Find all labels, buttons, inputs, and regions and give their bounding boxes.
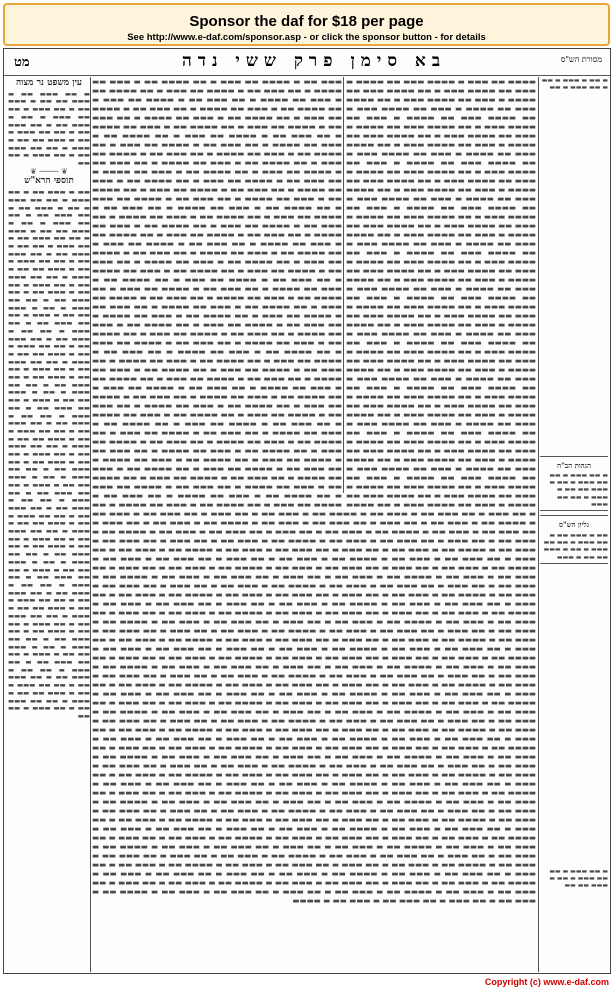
copyright-notice[interactable]: Copyright (c) www.e-daf.com: [484, 977, 609, 987]
right-margin-notes: [540, 77, 608, 972]
tosafot-text: ▬▬▬ ▬▬ ▬ ▬▬▬▬ ▬▬ ▬▬▬ ▬ ▬▬ ▬▬▬▬ ▬▬ ▬ ▬▬▬ ▬▬ ▬▬▬▬ ▬ ▬▬ ▬▬▬ ▬▬ ▬ ▬▬▬▬ ▬▬ ▬▬▬ ▬ ▬▬ ▬▬▬▬ ▬▬ ▬ ▬▬▬ ▬▬ ▬▬▬▬ ▬ ▬▬ ▬▬▬ ▬▬ ▬ ▬▬▬▬ ▬▬ ▬▬▬ ▬ ▬▬ ▬▬▬▬ ▬▬ ▬ ▬▬▬ ▬▬ ▬▬▬▬ ▬ ▬▬ ▬▬▬ ▬▬ ▬ ▬▬▬▬ ▬▬ ▬▬▬ ▬ ▬▬ ▬▬▬▬ ▬▬ ▬ ▬▬▬ ▬▬ ▬▬▬▬ ▬ ▬▬ ▬▬▬ ▬▬ ▬ ▬▬▬▬ ▬▬ ▬▬▬ ▬ ▬▬ ▬▬▬▬ ▬▬ ▬ ▬▬▬ ▬▬ ▬▬▬▬ ▬ ▬▬ ▬▬▬ ▬▬ ▬ ▬▬▬▬ ▬▬ ▬▬▬ ▬ ▬▬ ▬▬▬▬ ▬▬ ▬ ▬▬▬ ▬▬ ▬▬▬▬ ▬ ▬▬ ▬▬▬ ▬▬ ▬ ▬▬▬▬ ▬▬ ▬▬▬ ▬ ▬▬ ▬▬▬▬ ▬▬ ▬ ▬▬▬ ▬▬ ▬▬▬▬ ▬ ▬▬ ▬▬▬ ▬▬ ▬ ▬▬▬▬ ▬▬ ▬▬▬ ▬ ▬▬ ▬▬▬▬ ▬▬ ▬ ▬▬▬ ▬▬ ▬▬▬▬ ▬ ▬▬ ▬▬▬ ▬▬ ▬ ▬▬▬▬ ▬▬ ▬▬▬ ▬ ▬▬ ▬▬▬▬ ▬▬ ▬ ▬▬▬ ▬▬ ▬▬▬▬ ▬ ▬▬ ▬▬▬ ▬▬ ▬ ▬▬▬▬ ▬▬ ▬▬▬ ▬ ▬▬ ▬▬▬▬ ▬▬ ▬ ▬▬▬ ▬▬ ▬▬▬▬ ▬ ▬▬ ▬▬▬ ▬▬ ▬ ▬▬▬▬ ▬▬ ▬▬▬ ▬ ▬▬ ▬▬▬▬ ▬▬ ▬ ▬▬▬ ▬▬ ▬▬▬▬ ▬ ▬▬ ▬▬▬ ▬▬ ▬ ▬▬▬▬ ▬▬ ▬▬▬ ▬ ▬▬ ▬▬▬▬ ▬▬ ▬ ▬▬▬ ▬▬ ▬▬▬▬ ▬ ▬▬ ▬▬▬ ▬▬ ▬ ▬▬▬▬ ▬▬ ▬▬▬ ▬ ▬▬ ▬▬▬▬ ▬▬ ▬ ▬▬▬ ▬▬ ▬▬▬▬ ▬ ▬▬ ▬▬▬ ▬▬ ▬ ▬▬▬▬ ▬▬ ▬▬▬ ▬ ▬▬ ▬▬▬▬ ▬▬ ▬ ▬▬▬ ▬▬ ▬▬▬▬ ▬ ▬▬ ▬▬▬ ▬▬ ▬ ▬▬▬▬ ▬▬ ▬▬▬ ▬ ▬▬ ▬▬▬▬ ▬▬ ▬ ▬▬▬ ▬▬ ▬▬▬▬ ▬ ▬▬ ▬▬▬ ▬▬ ▬ ▬▬▬▬ ▬▬ ▬▬▬ ▬ ▬▬ ▬▬▬▬ ▬▬ ▬ ▬▬▬ ▬▬ ▬▬▬▬ ▬ ▬▬ ▬▬▬ ▬▬ ▬ ▬▬▬▬ ▬▬ ▬▬▬ ▬ ▬▬ ▬▬▬▬ ▬▬ ▬ ▬▬▬ ▬▬ ▬▬▬▬ ▬ ▬▬ ▬▬▬ ▬▬ ▬ ▬▬▬▬ ▬▬ ▬▬▬ ▬ ▬▬ ▬▬▬▬ ▬▬ ▬ ▬▬▬ ▬▬ ▬▬▬▬ ▬ ▬▬ ▬▬▬ ▬▬ ▬ ▬▬▬▬ ▬▬ ▬▬▬ ▬ ▬▬ ▬▬▬▬ ▬▬ ▬ ▬▬▬ ▬▬ ▬▬▬▬ ▬ ▬▬ ▬▬▬ ▬▬ ▬ ▬▬▬▬ ▬▬ ▬▬▬ ▬ ▬▬ ▬▬▬▬ ▬▬ ▬ ▬▬▬ ▬▬ ▬▬▬▬ ▬ ▬▬ ▬▬▬ ▬▬ ▬ ▬▬▬▬ ▬▬ ▬▬▬ ▬ ▬▬ ▬▬▬▬ ▬▬ ▬ ▬▬▬ ▬▬ ▬▬▬▬ ▬ ▬▬ ▬▬▬ ▬▬ ▬ ▬▬▬▬ ▬▬ ▬▬▬ ▬ ▬▬ ▬▬▬▬ ▬▬ ▬ ▬▬▬ ▬▬ ▬▬▬▬ ▬ ▬▬ ▬▬▬ ▬▬ ▬ ▬▬▬▬ ▬▬ ▬▬▬ ▬ ▬▬ ▬▬▬▬ ▬▬ ▬ ▬▬▬ ▬▬ ▬▬▬▬ ▬ ▬▬ ▬▬▬ ▬▬ ▬ ▬▬▬▬ ▬▬ ▬▬▬ ▬ ▬▬ ▬▬▬▬ ▬▬ ▬ ▬▬▬ ▬▬ ▬▬▬▬ ▬ ▬▬ ▬▬▬ ▬▬ ▬ ▬▬▬▬ ▬▬ ▬▬▬ ▬ ▬▬ ▬▬▬▬ ▬▬ ▬ ▬▬▬ ▬▬ ▬▬▬▬ ▬ ▬▬ ▬▬▬ ▬▬ ▬ ▬▬▬▬ ▬▬ ▬▬▬ ▬ ▬▬ ▬▬▬▬ ▬▬ ▬ ▬▬▬ ▬▬ ▬▬▬▬ ▬ ▬▬ ▬▬▬ ▬▬ ▬ ▬▬▬▬ ▬▬ ▬▬▬ ▬ ▬▬ ▬▬▬▬ ▬▬ ▬ ▬▬▬ ▬▬ ▬▬▬▬ ▬ ▬▬ ▬▬▬ ▬▬ ▬ ▬▬▬▬ ▬▬ ▬▬▬ ▬ ▬▬ ▬▬▬▬ ▬▬ ▬ ▬▬▬ ▬▬ ▬▬▬▬ ▬ ▬▬ ▬▬▬ ▬▬ ▬ ▬▬▬▬ ▬▬ ▬▬▬ ▬ ▬▬ ▬▬▬▬ ▬▬ ▬ ▬▬▬ ▬▬ ▬▬▬▬ ▬ ▬▬ ▬▬▬ ▬▬ ▬ ▬▬▬▬ ▬▬ ▬▬▬ ▬ ▬▬ ▬▬▬▬ ▬▬ ▬ ▬▬▬ ▬▬ ▬▬▬▬ ▬ ▬▬ ▬▬▬ ▬▬ ▬ ▬▬▬▬ ▬▬ ▬▬▬ ▬ ▬▬ ▬▬▬▬ ▬▬ ▬ ▬▬▬ ▬▬ ▬▬▬▬ ▬ ▬▬ ▬▬▬ ▬▬ ▬ ▬▬▬▬ ▬▬ ▬▬▬ ▬ ▬▬ ▬▬▬▬ ▬▬ ▬ ▬▬▬ ▬▬ ▬▬▬▬ ▬ ▬▬ ▬▬▬ ▬▬ ▬ ▬▬▬▬ ▬▬ ▬▬▬ ▬ ▬▬ ▬▬▬▬ ▬▬ ▬ ▬▬▬ ▬▬ ▬▬▬▬ ▬ ▬▬ ▬▬▬ ▬▬ ▬ ▬▬▬▬ ▬▬ ▬▬▬ ▬ ▬▬ ▬▬▬▬ ▬▬ ▬ ▬▬▬ ▬▬ ▬▬▬▬ ▬ ▬▬ ▬▬▬ ▬▬ ▬ ▬▬▬▬ ▬▬ ▬▬▬ ▬ ▬▬ ▬▬▬▬ ▬▬ ▬ ▬▬▬ ▬▬ ▬▬▬▬ ▬ ▬▬ ▬▬▬ ▬▬ ▬ ▬▬▬▬ ▬▬ ▬▬▬ ▬ ▬▬ ▬▬▬▬ ▬▬ ▬ ▬▬▬ ▬▬ ▬▬▬▬ ▬ ▬▬ ▬▬▬ ▬▬ ▬ ▬▬▬▬ ▬▬ ▬▬▬ ▬ ▬▬ ▬▬▬▬ ▬▬ ▬ ▬▬▬ ▬▬ ▬▬▬▬ ▬ ▬▬ ▬▬▬ ▬▬ ▬ ▬▬▬▬ ▬▬ ▬▬▬ ▬ ▬▬ ▬▬▬▬ ▬▬ ▬ ▬▬▬ ▬▬ ▬▬▬▬ ▬ ▬▬ ▬▬▬ ▬▬ ▬ ▬▬▬▬ ▬▬ ▬▬▬ ▬ ▬▬ ▬▬▬▬ ▬▬ ▬ ▬▬▬ ▬▬ ▬▬▬▬ ▬ ▬▬: [92, 77, 342, 507]
column-divider: [343, 77, 344, 493]
page-header: [4, 49, 610, 76]
left-commentary-text: ▬▬ ▬ ▬▬▬ ▬▬ ▬ ▬▬ ▬▬▬ ▬ ▬▬ ▬▬ ▬▬▬ ▬ ▬▬ ▬ ▬▬▬ ▬▬ ▬ ▬▬ ▬▬▬ ▬▬ ▬ ▬▬ ▬▬ ▬▬▬ ▬ ▬▬ ▬ ▬▬▬ ▬▬ ▬▬ ▬ ▬▬▬ ▬ ▬▬ ▬▬ ▬▬▬ ▬▬ ▬ ▬▬ ▬▬▬ ▬ ▬▬ ▬▬ ▬ ▬▬▬ ▬▬ ▬ ▬▬ ▬▬▬ ▬▬ ▬ ▬▬ ▬▬ ▬▬▬ ▬ ▬▬ ▬ ▬▬▬ ▬▬ ▬▬ ▬ ▬▬▬ ▬ ▬▬ ▬▬ ▬▬▬ ▬▬ ▬ ▬▬ ▬▬▬ ▬ ▬▬ ▬▬ ▬ ▬▬▬ ▬▬ ▬ ▬▬ ▬▬▬ ▬▬ ▬ ▬▬ ▬▬ ▬▬▬ ▬ ▬▬ ▬ ▬▬▬ ▬▬ ▬▬ ▬ ▬▬▬ ▬ ▬▬ ▬▬ ▬▬▬ ▬▬ ▬ ▬▬ ▬▬▬ ▬ ▬▬ ▬▬ ▬ ▬▬▬ ▬▬ ▬ ▬▬ ▬▬▬ ▬▬ ▬ ▬▬ ▬▬ ▬▬▬ ▬ ▬▬ ▬ ▬▬▬ ▬▬ ▬▬ ▬ ▬▬▬ ▬ ▬▬ ▬▬ ▬▬▬ ▬▬ ▬ ▬▬ ▬▬▬ ▬ ▬▬ ▬▬ ▬ ▬▬▬ ▬▬ ▬ ▬▬ ▬▬▬ ▬▬ ▬ ▬▬ ▬▬ ▬▬▬ ▬ ▬▬ ▬ ▬▬▬ ▬▬ ▬▬ ▬ ▬▬▬ ▬ ▬▬ ▬▬ ▬▬▬ ▬▬ ▬ ▬▬ ▬▬▬ ▬ ▬▬ ▬▬ ▬ ▬▬▬ ▬▬ ▬ ▬▬ ▬▬▬ ▬▬ ▬ ▬▬ ▬▬ ▬▬▬ ▬ ▬▬ ▬ ▬▬▬ ▬▬ ▬▬ ▬ ▬▬▬ ▬ ▬▬ ▬▬ ▬▬▬ ▬▬ ▬ ▬▬ ▬▬▬ ▬ ▬▬ ▬▬ ▬ ▬▬▬ ▬▬ ▬ ▬▬ ▬▬▬ ▬▬ ▬ ▬▬ ▬▬ ▬▬▬ ▬ ▬▬ ▬ ▬▬▬ ▬▬ ▬▬ ▬ ▬▬▬ ▬ ▬▬ ▬▬ ▬▬▬ ▬▬ ▬ ▬▬ ▬▬▬ ▬ ▬▬ ▬▬ ▬ ▬▬▬ ▬▬ ▬ ▬▬ ▬▬▬ ▬▬ ▬ ▬▬ ▬▬ ▬▬▬ ▬ ▬▬ ▬ ▬▬▬ ▬▬ ▬▬ ▬ ▬▬▬ ▬ ▬▬ ▬▬ ▬▬▬ ▬▬ ▬ ▬▬ ▬▬▬ ▬ ▬▬ ▬▬ ▬ ▬▬▬ ▬▬ ▬ ▬▬ ▬▬▬ ▬▬ ▬ ▬▬ ▬▬ ▬▬▬ ▬ ▬▬ ▬ ▬▬▬ ▬▬ ▬▬ ▬ ▬▬▬ ▬ ▬▬ ▬▬ ▬▬▬ ▬▬ ▬ ▬▬ ▬▬▬ ▬ ▬▬ ▬▬ ▬ ▬▬▬ ▬▬ ▬ ▬▬ ▬▬▬ ▬▬ ▬ ▬▬ ▬▬ ▬▬▬ ▬ ▬▬ ▬ ▬▬▬ ▬▬ ▬▬ ▬ ▬▬▬ ▬ ▬▬ ▬▬ ▬▬▬ ▬▬ ▬ ▬▬ ▬▬▬ ▬ ▬▬ ▬▬ ▬ ▬▬▬ ▬▬ ▬ ▬▬ ▬▬▬ ▬▬ ▬ ▬▬ ▬▬ ▬▬▬ ▬ ▬▬ ▬ ▬▬▬ ▬▬ ▬▬ ▬ ▬▬▬ ▬ ▬▬ ▬▬ ▬▬▬ ▬▬ ▬ ▬▬ ▬▬▬ ▬ ▬▬ ▬▬ ▬ ▬▬▬ ▬▬ ▬ ▬▬ ▬▬▬ ▬▬ ▬ ▬▬ ▬▬ ▬▬▬ ▬ ▬▬ ▬ ▬▬▬ ▬▬ ▬▬ ▬ ▬▬▬ ▬ ▬▬ ▬▬ ▬▬▬ ▬▬ ▬ ▬▬ ▬▬▬ ▬ ▬▬ ▬▬: [8, 188, 90, 720]
rashi-text: ▬ ▬▬ ▬▬▬ ▬ ▬▬ ▬▬▬ ▬▬ ▬ ▬▬▬ ▬▬ ▬ ▬▬▬▬ ▬▬ ▬ ▬▬▬ ▬▬ ▬ ▬▬ ▬▬▬ ▬ ▬▬ ▬▬▬ ▬▬ ▬ ▬▬▬ ▬▬ ▬ ▬▬▬▬ ▬▬ ▬ ▬▬▬ ▬▬ ▬ ▬▬ ▬▬▬ ▬ ▬▬ ▬▬▬ ▬▬ ▬ ▬▬▬ ▬▬ ▬ ▬▬▬▬ ▬▬ ▬ ▬▬▬ ▬▬ ▬ ▬▬ ▬▬▬ ▬ ▬▬ ▬▬▬ ▬▬ ▬ ▬▬▬ ▬▬ ▬ ▬▬▬▬ ▬▬ ▬ ▬▬▬ ▬▬ ▬ ▬▬ ▬▬▬ ▬ ▬▬ ▬▬▬ ▬▬ ▬ ▬▬▬ ▬▬ ▬ ▬▬▬▬ ▬▬ ▬ ▬▬▬ ▬▬ ▬ ▬▬ ▬▬▬ ▬ ▬▬ ▬▬▬ ▬▬ ▬ ▬▬▬ ▬▬ ▬ ▬▬▬▬ ▬▬ ▬ ▬▬▬ ▬▬ ▬ ▬▬ ▬▬▬ ▬ ▬▬ ▬▬▬ ▬▬ ▬ ▬▬▬ ▬▬ ▬ ▬▬▬▬ ▬▬ ▬ ▬▬▬ ▬▬ ▬ ▬▬ ▬▬▬ ▬ ▬▬ ▬▬▬ ▬▬ ▬ ▬▬▬ ▬▬ ▬ ▬▬▬▬ ▬▬ ▬ ▬▬▬ ▬▬ ▬ ▬▬ ▬▬▬ ▬ ▬▬ ▬▬▬ ▬▬ ▬ ▬▬▬ ▬▬ ▬ ▬▬▬▬ ▬▬ ▬ ▬▬▬ ▬▬ ▬ ▬▬ ▬▬▬ ▬ ▬▬ ▬▬▬ ▬▬ ▬ ▬▬▬ ▬▬ ▬ ▬▬▬▬ ▬▬ ▬ ▬▬▬ ▬▬ ▬ ▬▬ ▬▬▬ ▬ ▬▬ ▬▬▬ ▬▬ ▬ ▬▬▬ ▬▬ ▬ ▬▬▬▬ ▬▬ ▬ ▬▬▬ ▬▬ ▬ ▬▬ ▬▬▬ ▬ ▬▬ ▬▬▬ ▬▬ ▬ ▬▬▬ ▬▬ ▬ ▬▬▬▬ ▬▬ ▬ ▬▬▬ ▬▬ ▬ ▬▬ ▬▬▬ ▬ ▬▬ ▬▬▬ ▬▬ ▬ ▬▬▬ ▬▬ ▬ ▬▬▬▬ ▬▬ ▬ ▬▬▬ ▬▬ ▬ ▬▬ ▬▬▬ ▬ ▬▬ ▬▬▬ ▬▬ ▬ ▬▬▬ ▬▬ ▬ ▬▬▬▬ ▬▬ ▬ ▬▬▬ ▬▬ ▬ ▬▬ ▬▬▬ ▬ ▬▬ ▬▬▬ ▬▬ ▬ ▬▬▬ ▬▬ ▬ ▬▬▬▬ ▬▬ ▬ ▬▬▬ ▬▬ ▬ ▬▬ ▬▬▬ ▬ ▬▬ ▬▬▬ ▬▬ ▬ ▬▬▬ ▬▬ ▬ ▬▬▬▬ ▬▬ ▬ ▬▬▬ ▬▬ ▬ ▬▬ ▬▬▬ ▬ ▬▬ ▬▬▬ ▬▬ ▬ ▬▬▬ ▬▬ ▬ ▬▬▬▬ ▬▬ ▬ ▬▬▬ ▬▬ ▬ ▬▬ ▬▬▬ ▬ ▬▬ ▬▬▬ ▬▬ ▬ ▬▬▬ ▬▬ ▬ ▬▬▬▬ ▬▬ ▬ ▬▬▬ ▬▬ ▬ ▬▬ ▬▬▬ ▬ ▬▬ ▬▬▬ ▬▬ ▬ ▬▬▬ ▬▬ ▬ ▬▬▬▬ ▬▬ ▬ ▬▬▬ ▬▬ ▬ ▬▬ ▬▬▬ ▬ ▬▬ ▬▬▬ ▬▬ ▬ ▬▬▬ ▬▬ ▬ ▬▬▬▬ ▬▬ ▬ ▬▬▬ ▬▬ ▬ ▬▬ ▬▬▬ ▬ ▬▬ ▬▬▬ ▬▬ ▬ ▬▬▬ ▬▬ ▬ ▬▬▬▬ ▬▬ ▬ ▬▬▬ ▬▬ ▬ ▬▬ ▬▬▬ ▬ ▬▬ ▬▬▬ ▬▬ ▬ ▬▬▬ ▬▬ ▬ ▬▬▬▬ ▬▬ ▬ ▬▬▬ ▬▬ ▬ ▬▬ ▬▬▬ ▬ ▬▬ ▬▬▬ ▬▬ ▬ ▬▬▬ ▬▬ ▬ ▬▬▬▬ ▬▬ ▬ ▬▬▬ ▬▬ ▬ ▬▬ ▬▬▬ ▬ ▬▬ ▬▬▬ ▬▬ ▬ ▬▬▬ ▬▬ ▬ ▬▬▬▬ ▬▬ ▬ ▬▬▬ ▬▬ ▬ ▬▬ ▬▬▬ ▬ ▬▬ ▬▬▬ ▬▬ ▬ ▬▬▬ ▬▬ ▬ ▬▬▬▬ ▬▬ ▬ ▬▬▬ ▬▬ ▬ ▬▬ ▬▬▬ ▬ ▬▬ ▬▬▬ ▬▬ ▬ ▬▬▬ ▬▬ ▬ ▬▬▬▬ ▬▬ ▬ ▬▬▬ ▬▬ ▬ ▬▬ ▬▬▬ ▬ ▬▬ ▬▬▬ ▬▬ ▬ ▬▬▬ ▬▬ ▬ ▬▬▬▬ ▬▬ ▬ ▬▬▬ ▬▬ ▬ ▬▬ ▬▬▬ ▬ ▬▬ ▬▬▬ ▬▬ ▬ ▬▬▬ ▬▬ ▬ ▬▬▬▬ ▬▬ ▬ ▬▬▬ ▬▬ ▬ ▬▬ ▬▬▬ ▬ ▬▬ ▬▬▬ ▬▬ ▬ ▬▬▬ ▬▬ ▬ ▬▬▬▬ ▬▬ ▬ ▬▬▬ ▬▬ ▬ ▬▬ ▬▬▬ ▬ ▬▬ ▬▬▬ ▬▬ ▬ ▬▬▬ ▬▬ ▬ ▬▬▬▬ ▬▬ ▬ ▬▬▬ ▬▬ ▬ ▬▬ ▬▬▬ ▬ ▬▬ ▬▬▬ ▬▬ ▬ ▬▬▬ ▬▬ ▬ ▬▬▬▬ ▬▬ ▬ ▬▬▬ ▬▬ ▬ ▬▬ ▬▬▬ ▬ ▬▬ ▬▬▬ ▬▬ ▬ ▬▬▬ ▬▬ ▬ ▬▬▬▬ ▬▬ ▬ ▬▬▬ ▬▬ ▬ ▬▬ ▬▬▬ ▬ ▬▬ ▬▬▬ ▬▬ ▬ ▬▬▬ ▬▬ ▬ ▬▬▬▬ ▬▬ ▬ ▬▬▬ ▬▬ ▬ ▬▬ ▬▬▬ ▬ ▬▬ ▬▬▬ ▬▬ ▬ ▬▬▬ ▬▬ ▬ ▬▬▬▬ ▬▬ ▬ ▬▬▬ ▬▬ ▬ ▬▬ ▬▬▬ ▬ ▬▬ ▬▬▬ ▬▬ ▬ ▬▬▬ ▬▬ ▬ ▬▬▬▬ ▬▬ ▬ ▬▬▬ ▬▬ ▬ ▬▬ ▬▬▬ ▬ ▬▬ ▬▬▬ ▬▬ ▬ ▬▬▬ ▬▬ ▬ ▬▬▬▬ ▬▬ ▬ ▬▬▬ ▬▬ ▬ ▬▬ ▬▬▬ ▬ ▬▬ ▬▬▬ ▬▬ ▬ ▬▬▬ ▬▬ ▬ ▬▬▬▬ ▬▬ ▬ ▬▬▬ ▬▬ ▬ ▬▬ ▬▬▬ ▬ ▬▬ ▬▬▬ ▬▬ ▬ ▬▬▬ ▬▬ ▬ ▬▬▬▬ ▬▬ ▬ ▬▬▬ ▬▬ ▬ ▬▬ ▬▬▬ ▬ ▬▬ ▬▬▬ ▬▬ ▬ ▬▬▬ ▬▬ ▬ ▬▬▬▬ ▬▬ ▬ ▬▬▬ ▬▬ ▬ ▬▬ ▬▬▬ ▬ ▬▬ ▬▬▬ ▬▬ ▬ ▬▬▬ ▬▬ ▬ ▬▬▬▬ ▬▬ ▬ ▬▬▬ ▬▬ ▬ ▬▬ ▬▬▬ ▬ ▬▬ ▬▬▬ ▬▬ ▬ ▬▬▬ ▬▬ ▬ ▬▬▬▬ ▬▬ ▬ ▬▬▬ ▬▬ ▬ ▬▬ ▬▬▬ ▬ ▬▬ ▬▬▬ ▬▬ ▬ ▬▬▬ ▬▬ ▬ ▬▬▬▬ ▬▬ ▬ ▬▬▬ ▬▬ ▬ ▬▬ ▬▬▬ ▬ ▬▬ ▬▬▬ ▬▬ ▬ ▬▬▬ ▬▬ ▬ ▬▬▬▬ ▬▬ ▬ ▬▬▬ ▬▬ ▬ ▬▬ ▬▬▬ ▬ ▬▬ ▬▬▬ ▬▬ ▬ ▬▬▬ ▬▬ ▬ ▬▬▬▬ ▬▬ ▬ ▬▬▬ ▬▬ ▬ ▬▬ ▬▬▬ ▬ ▬▬ ▬▬▬ ▬▬ ▬ ▬▬▬ ▬▬ ▬ ▬▬▬▬ ▬▬ ▬ ▬▬▬ ▬▬ ▬ ▬▬ ▬▬▬ ▬ ▬▬ ▬▬▬ ▬▬ ▬ ▬▬▬ ▬▬ ▬ ▬▬▬▬ ▬▬ ▬ ▬▬▬ ▬▬ ▬ ▬▬ ▬▬▬ ▬ ▬▬ ▬▬▬ ▬▬ ▬ ▬▬▬ ▬▬ ▬ ▬▬▬▬ ▬▬ ▬ ▬▬▬ ▬▬ ▬ ▬▬ ▬▬▬ ▬ ▬▬ ▬▬▬ ▬▬ ▬ ▬▬▬ ▬▬ ▬ ▬▬▬▬ ▬▬ ▬ ▬▬▬ ▬▬ ▬ ▬▬ ▬▬▬ ▬ ▬▬ ▬▬▬ ▬▬ ▬ ▬▬▬ ▬▬ ▬ ▬▬▬▬ ▬▬ ▬ ▬▬▬ ▬▬ ▬ ▬▬ ▬▬▬ ▬ ▬▬ ▬▬▬ ▬▬ ▬ ▬▬▬ ▬▬ ▬ ▬▬▬▬ ▬▬ ▬ ▬▬▬ ▬▬ ▬ ▬▬ ▬▬▬ ▬ ▬▬ ▬▬▬ ▬▬ ▬ ▬▬▬ ▬▬ ▬ ▬▬▬▬ ▬▬ ▬ ▬▬▬ ▬▬ ▬ ▬▬ ▬▬▬ ▬ ▬▬ ▬▬▬ ▬▬ ▬ ▬▬▬ ▬▬ ▬ ▬▬▬▬ ▬▬ ▬ ▬▬▬ ▬▬ ▬ ▬▬ ▬▬▬ ▬ ▬▬ ▬▬▬ ▬▬ ▬ ▬▬▬ ▬▬ ▬ ▬▬▬▬ ▬▬ ▬ ▬▬▬ ▬▬ ▬ ▬▬ ▬▬▬ ▬ ▬▬ ▬▬▬ ▬▬ ▬ ▬▬▬ ▬▬ ▬ ▬▬▬▬ ▬▬ ▬ ▬▬▬ ▬▬ ▬ ▬▬ ▬▬▬ ▬ ▬▬ ▬▬▬ ▬▬ ▬ ▬▬▬ ▬▬ ▬ ▬▬▬▬ ▬▬ ▬ ▬▬▬ ▬▬ ▬ ▬▬ ▬▬▬ ▬ ▬▬ ▬▬▬ ▬▬ ▬ ▬▬▬ ▬▬ ▬ ▬▬▬▬ ▬▬ ▬ ▬▬▬ ▬▬ ▬ ▬▬ ▬▬▬ ▬ ▬▬ ▬▬▬ ▬▬ ▬ ▬▬▬ ▬▬ ▬ ▬▬▬▬ ▬▬ ▬ ▬▬▬ ▬▬ ▬ ▬▬ ▬▬▬ ▬ ▬▬ ▬▬▬ ▬▬ ▬ ▬▬▬ ▬▬ ▬ ▬▬▬▬ ▬▬ ▬ ▬▬▬ ▬▬ ▬ ▬▬ ▬▬▬ ▬ ▬▬ ▬▬▬ ▬▬ ▬ ▬▬▬ ▬▬ ▬ ▬▬▬▬ ▬▬ ▬ ▬▬▬ ▬▬ ▬ ▬▬ ▬▬▬ ▬ ▬▬ ▬▬▬ ▬▬ ▬ ▬▬▬ ▬▬ ▬ ▬▬▬▬ ▬▬ ▬ ▬▬▬ ▬▬ ▬ ▬▬ ▬▬▬ ▬ ▬▬ ▬▬▬ ▬▬ ▬ ▬▬▬ ▬▬ ▬ ▬▬▬▬ ▬▬ ▬ ▬▬▬ ▬▬ ▬ ▬▬ ▬▬▬ ▬ ▬▬ ▬▬▬ ▬▬ ▬ ▬▬▬ ▬▬ ▬ ▬▬▬▬ ▬▬ ▬ ▬▬▬ ▬▬ ▬ ▬▬ ▬▬▬ ▬ ▬▬ ▬▬▬ ▬▬ ▬ ▬▬▬ ▬▬ ▬ ▬▬▬▬ ▬▬ ▬ ▬▬▬ ▬▬ ▬ ▬▬ ▬▬▬ ▬ ▬▬ ▬▬▬ ▬▬ ▬ ▬▬▬ ▬▬ ▬ ▬▬▬▬ ▬▬ ▬ ▬▬▬ ▬▬ ▬ ▬▬ ▬▬▬ ▬ ▬▬ ▬▬▬ ▬▬ ▬ ▬▬▬ ▬▬ ▬ ▬▬▬▬ ▬▬ ▬ ▬▬▬ ▬▬ ▬ ▬▬ ▬▬▬ ▬ ▬▬ ▬▬▬ ▬▬ ▬ ▬▬▬ ▬▬ ▬ ▬▬▬▬ ▬▬ ▬ ▬▬▬ ▬▬ ▬ ▬▬ ▬▬▬ ▬ ▬▬ ▬▬▬ ▬▬ ▬ ▬▬▬ ▬▬ ▬ ▬▬▬▬ ▬▬ ▬ ▬▬▬ ▬▬ ▬ ▬▬ ▬▬▬ ▬ ▬▬ ▬▬▬ ▬▬ ▬ ▬▬▬ ▬▬ ▬ ▬▬▬▬ ▬▬ ▬ ▬▬▬ ▬▬ ▬ ▬▬ ▬▬▬ ▬ ▬▬ ▬▬▬ ▬▬ ▬ ▬▬▬ ▬▬ ▬ ▬▬▬▬ ▬▬ ▬ ▬▬▬ ▬▬ ▬ ▬▬ ▬▬▬ ▬ ▬▬ ▬▬▬ ▬▬ ▬ ▬▬▬ ▬▬ ▬ ▬▬▬▬: [92, 509, 536, 905]
gilyon-hashas-box: [540, 515, 608, 563]
rashi-commentary-block: [92, 509, 536, 972]
gilyon-hashas-text: ▬▬ ▬ ▬▬▬ ▬▬ ▬ ▬▬ ▬▬▬ ▬ ▬▬ ▬▬ ▬▬▬ ▬ ▬▬ ▬ ▬▬▬ ▬▬ ▬▬ ▬ ▬▬▬: [543, 531, 608, 561]
ornament-divider: ❦ ──── ❦: [30, 166, 68, 176]
margin-bottom-notes: ▬ ▬▬ ▬▬▬ ▬ ▬▬ ▬▬ ▬▬▬ ▬ ▬▬ ▬ ▬▬▬ ▬▬ ▬▬: [549, 867, 608, 890]
column-divider: [90, 77, 91, 972]
hagahot-habach-text: ▬ ▬▬ ▬▬▬ ▬ ▬▬ ▬▬ ▬▬▬ ▬ ▬▬ ▬ ▬▬▬ ▬▬ ▬▬ ▬ ▬▬▬ ▬ ▬▬ ▬▬ ▬▬▬: [549, 471, 608, 509]
sponsor-title[interactable]: Sponsor the daf for $18 per page: [189, 13, 424, 30]
column-divider: [538, 77, 539, 972]
sponsor-subtitle[interactable]: See http://www.e-daf.com/sponsor.asp - or click the sponsor button - for details: [127, 32, 486, 43]
hagahot-habach-title: הגהות הב"ח: [556, 460, 592, 470]
left-commentary-text-top: ▬ ▬▬ ▬▬▬ ▬▬ ▬ ▬▬▬ ▬▬ ▬▬ ▬ ▬▬▬ ▬▬ ▬ ▬▬ ▬▬▬ ▬ ▬▬ ▬▬ ▬▬▬ ▬ ▬▬ ▬ ▬▬▬ ▬▬ ▬ ▬▬ ▬▬▬ ▬▬ ▬ ▬▬ ▬▬ ▬▬▬ ▬ ▬▬ ▬ ▬▬▬ ▬▬ ▬▬ ▬ ▬▬▬ ▬ ▬▬ ▬▬ ▬▬▬ ▬▬ ▬ ▬▬ ▬▬▬ ▬ ▬▬ ▬▬: [8, 89, 90, 168]
gemara-text: ▬▬▬▬ ▬▬ ▬▬▬ ▬ ▬▬▬▬ ▬▬▬ ▬▬ ▬▬▬▬ ▬ ▬▬▬ ▬▬ ▬▬▬▬ ▬▬▬ ▬ ▬▬ ▬▬▬▬ ▬▬▬ ▬▬ ▬▬▬▬ ▬ ▬▬▬ ▬▬ ▬▬▬▬ ▬▬▬ ▬ ▬▬ ▬▬▬▬ ▬▬▬ ▬▬ ▬▬▬▬ ▬ ▬▬▬ ▬▬ ▬▬▬▬ ▬▬▬ ▬ ▬▬ ▬▬▬▬ ▬▬▬ ▬▬ ▬▬▬▬ ▬ ▬▬▬ ▬▬ ▬▬▬▬ ▬▬▬ ▬ ▬▬ ▬▬▬▬ ▬▬▬ ▬▬ ▬▬▬▬ ▬ ▬▬▬ ▬▬ ▬▬▬▬ ▬▬▬ ▬ ▬▬ ▬▬▬▬ ▬▬▬ ▬▬ ▬▬▬▬ ▬ ▬▬▬ ▬▬ ▬▬▬▬ ▬▬▬ ▬ ▬▬ ▬▬▬▬ ▬▬▬ ▬▬ ▬▬▬▬ ▬ ▬▬▬ ▬▬ ▬▬▬▬ ▬▬▬ ▬ ▬▬ ▬▬▬▬ ▬▬▬ ▬▬ ▬▬▬▬ ▬ ▬▬▬ ▬▬ ▬▬▬▬ ▬▬▬ ▬ ▬▬ ▬▬▬▬ ▬▬▬ ▬▬ ▬▬▬▬ ▬ ▬▬▬ ▬▬ ▬▬▬▬ ▬▬▬ ▬ ▬▬ ▬▬▬▬ ▬▬▬ ▬▬ ▬▬▬▬ ▬ ▬▬▬ ▬▬ ▬▬▬▬ ▬▬▬ ▬ ▬▬ ▬▬▬▬ ▬▬▬ ▬▬ ▬▬▬▬ ▬ ▬▬▬ ▬▬ ▬▬▬▬ ▬▬▬ ▬ ▬▬ ▬▬▬▬ ▬▬▬ ▬▬ ▬▬▬▬ ▬ ▬▬▬ ▬▬ ▬▬▬▬ ▬▬▬ ▬ ▬▬ ▬▬▬▬ ▬▬▬ ▬▬ ▬▬▬▬ ▬ ▬▬▬ ▬▬ ▬▬▬▬ ▬▬▬ ▬ ▬▬ ▬▬▬▬ ▬▬▬ ▬▬ ▬▬▬▬ ▬ ▬▬▬ ▬▬ ▬▬▬▬ ▬▬▬ ▬ ▬▬ ▬▬▬▬ ▬▬▬ ▬▬ ▬▬▬▬ ▬ ▬▬▬ ▬▬ ▬▬▬▬ ▬▬▬ ▬ ▬▬ ▬▬▬▬ ▬▬▬ ▬▬ ▬▬▬▬ ▬ ▬▬▬ ▬▬ ▬▬▬▬ ▬▬▬ ▬ ▬▬ ▬▬▬▬ ▬▬▬ ▬▬ ▬▬▬▬ ▬ ▬▬▬ ▬▬ ▬▬▬▬ ▬▬▬ ▬ ▬▬ ▬▬▬▬ ▬▬▬ ▬▬ ▬▬▬▬ ▬ ▬▬▬ ▬▬ ▬▬▬▬ ▬▬▬ ▬ ▬▬ ▬▬▬▬ ▬▬▬ ▬▬ ▬▬▬▬ ▬ ▬▬▬ ▬▬ ▬▬▬▬ ▬▬▬ ▬ ▬▬ ▬▬▬▬ ▬▬▬ ▬▬ ▬▬▬▬ ▬ ▬▬▬ ▬▬ ▬▬▬▬ ▬▬▬ ▬ ▬▬ ▬▬▬▬ ▬▬▬ ▬▬ ▬▬▬▬ ▬ ▬▬▬ ▬▬ ▬▬▬▬ ▬▬▬ ▬ ▬▬ ▬▬▬▬ ▬▬▬ ▬▬ ▬▬▬▬ ▬ ▬▬▬ ▬▬ ▬▬▬▬ ▬▬▬ ▬ ▬▬ ▬▬▬▬ ▬▬▬ ▬▬ ▬▬▬▬ ▬ ▬▬▬ ▬▬ ▬▬▬▬ ▬▬▬ ▬ ▬▬ ▬▬▬▬ ▬▬▬ ▬▬ ▬▬▬▬ ▬ ▬▬▬ ▬▬ ▬▬▬▬ ▬▬▬ ▬ ▬▬ ▬▬▬▬ ▬▬▬ ▬▬ ▬▬▬▬ ▬ ▬▬▬ ▬▬ ▬▬▬▬ ▬▬▬ ▬ ▬▬ ▬▬▬▬ ▬▬▬ ▬▬ ▬▬▬▬ ▬ ▬▬▬ ▬▬ ▬▬▬▬ ▬▬▬ ▬ ▬▬ ▬▬▬▬ ▬▬▬ ▬▬ ▬▬▬▬ ▬ ▬▬▬ ▬▬ ▬▬▬▬ ▬▬▬ ▬ ▬▬ ▬▬▬▬ ▬▬▬ ▬▬ ▬▬▬▬ ▬ ▬▬▬ ▬▬ ▬▬▬▬ ▬▬▬ ▬ ▬▬ ▬▬▬▬ ▬▬▬ ▬▬ ▬▬▬▬ ▬ ▬▬▬ ▬▬ ▬▬▬▬ ▬▬▬ ▬ ▬▬ ▬▬▬▬ ▬▬▬ ▬▬ ▬▬▬▬ ▬ ▬▬▬ ▬▬ ▬▬▬▬ ▬▬▬ ▬ ▬▬ ▬▬▬▬ ▬▬▬ ▬▬ ▬▬▬▬ ▬ ▬▬▬ ▬▬ ▬▬▬▬ ▬▬▬ ▬ ▬▬ ▬▬▬▬ ▬▬▬ ▬▬ ▬▬▬▬ ▬ ▬▬▬ ▬▬ ▬▬▬▬ ▬▬▬ ▬ ▬▬ ▬▬▬▬ ▬▬▬ ▬▬ ▬▬▬▬ ▬ ▬▬▬ ▬▬ ▬▬▬▬ ▬▬▬ ▬ ▬▬ ▬▬▬▬ ▬▬▬ ▬▬ ▬▬▬▬ ▬ ▬▬▬ ▬▬ ▬▬▬▬ ▬▬▬ ▬ ▬▬ ▬▬▬▬ ▬▬▬ ▬▬ ▬▬▬▬ ▬ ▬▬▬ ▬▬ ▬▬▬▬ ▬▬▬ ▬ ▬▬ ▬▬▬▬ ▬▬▬ ▬▬ ▬▬▬▬ ▬ ▬▬▬ ▬▬ ▬▬▬▬ ▬▬▬ ▬ ▬▬ ▬▬▬▬ ▬▬▬ ▬▬ ▬▬▬▬ ▬ ▬▬▬ ▬▬ ▬▬▬▬ ▬▬▬ ▬ ▬▬ ▬▬▬▬ ▬▬▬ ▬▬ ▬▬▬▬ ▬ ▬▬▬ ▬▬ ▬▬▬▬ ▬▬▬ ▬ ▬▬ ▬▬▬▬: [346, 77, 536, 507]
page-number: מט: [14, 55, 30, 70]
page-title: בא סימן פרק ששי נדה: [181, 51, 447, 71]
gemara-column: [346, 77, 536, 507]
hagahot-habach-box: [540, 456, 608, 512]
tosafot-column: [92, 77, 342, 507]
masoret-label: מסורת הש"ס: [560, 55, 602, 64]
sponsor-banner[interactable]: [3, 3, 610, 46]
tosafot-harosh-title: תוספי הרא"ש: [24, 176, 74, 187]
gilyon-hashas-title: גליון הש"ס: [558, 520, 590, 530]
talmud-page: [3, 48, 611, 974]
margin-references: ▬ ▬▬ ▬ ▬▬▬ ▬ ▬▬ ▬ ▬▬ ▬▬▬ ▬ ▬▬: [541, 77, 608, 92]
ein-mishpat-label: עין משפט נר מצוה: [15, 78, 83, 88]
left-commentary-column: [8, 77, 90, 972]
